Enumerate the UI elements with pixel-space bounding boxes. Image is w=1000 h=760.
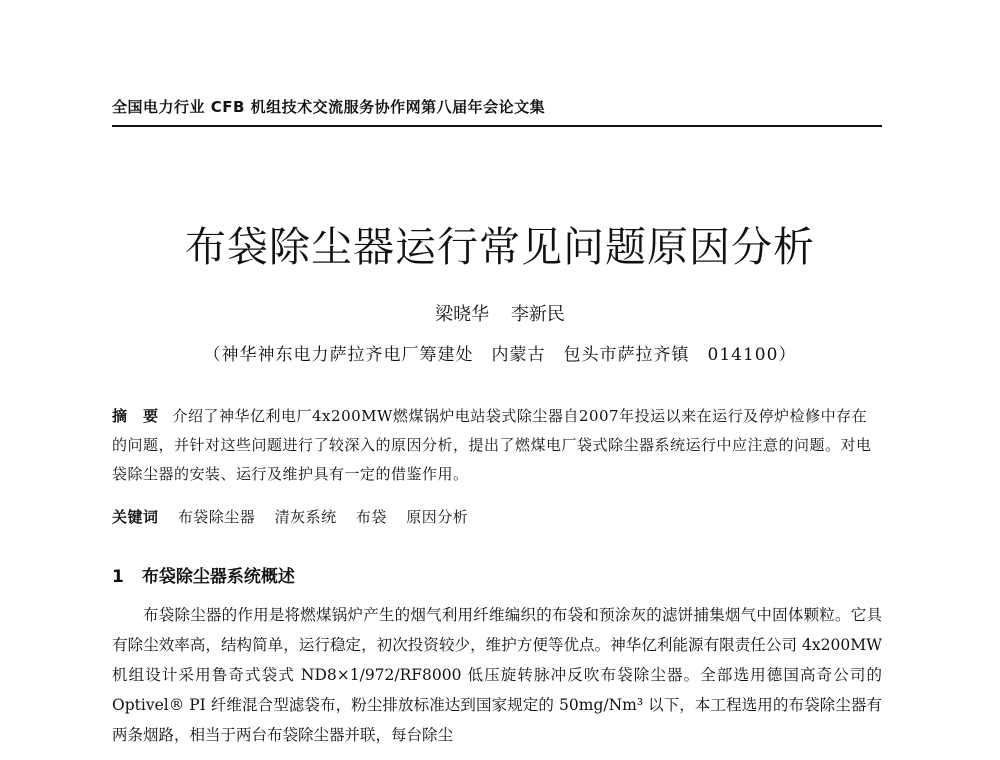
keyword: 布袋除尘器 (177, 508, 256, 526)
paper-title: 布袋除尘器运行常见问题原因分析 (185, 223, 815, 271)
keywords (112, 503, 882, 532)
keyword: 清灰系统 (274, 508, 337, 526)
body-paragraph: 布袋除尘器的作用是将燃煤锅炉产生的烟气利用纤维编织的布袋和预涂灰的滤饼捕集烟气中固体颗粒。它具有除尘效率高，结构简单，运行稳定，初次投资较少，维护方便等优点。神华亿利能源有限责任公司 4x200MW 机组设计采用鲁奇式袋式 ND8×1/972/RF8000 低压旋转脉冲反吹布袋除尘器。全部选用德国高奇公司的 Optivel® PI 纤维混合型滤袋布，粉尘排放标准达到国家规定的 50mg/Nm³ 以下，本工程选用的布袋除尘器有两条烟路，相当于两台布袋除尘器并联，每台除尘 (112, 606, 882, 744)
section-heading (112, 562, 295, 587)
keyword: 布袋 (355, 508, 387, 526)
abstract-text: 介绍了神华亿利电厂4x200MW燃煤锅炉电站袋式除尘器自2007年投运以来在运行及停炉检修中存在的问题，并针对这些问题进行了较深入的原因分析，提出了燃煤电厂袋式除尘器系统运行中应注意的问题。对电袋除尘器的安装、运行及维护具有一定的借鉴作用。 (112, 407, 872, 483)
running-header: 全国电力行业 CFB 机组技术交流服务协作网第八届年会论文集 (112, 96, 882, 127)
authors (0, 300, 1000, 326)
section-title: 布袋除尘器系统概述 (141, 567, 295, 587)
section-number: 1 (112, 567, 124, 587)
author-name: 梁晓华 (435, 304, 490, 325)
author-name: 李新民 (510, 304, 565, 325)
abstract-label: 摘 要 (112, 407, 159, 425)
abstract (112, 402, 882, 489)
keywords-label: 关键词 (112, 508, 159, 526)
keyword: 原因分析 (406, 508, 469, 526)
affiliation: （神华神东电力萨拉齐电厂筹建处 内蒙古 包头市萨拉齐镇 014100） (203, 345, 797, 365)
